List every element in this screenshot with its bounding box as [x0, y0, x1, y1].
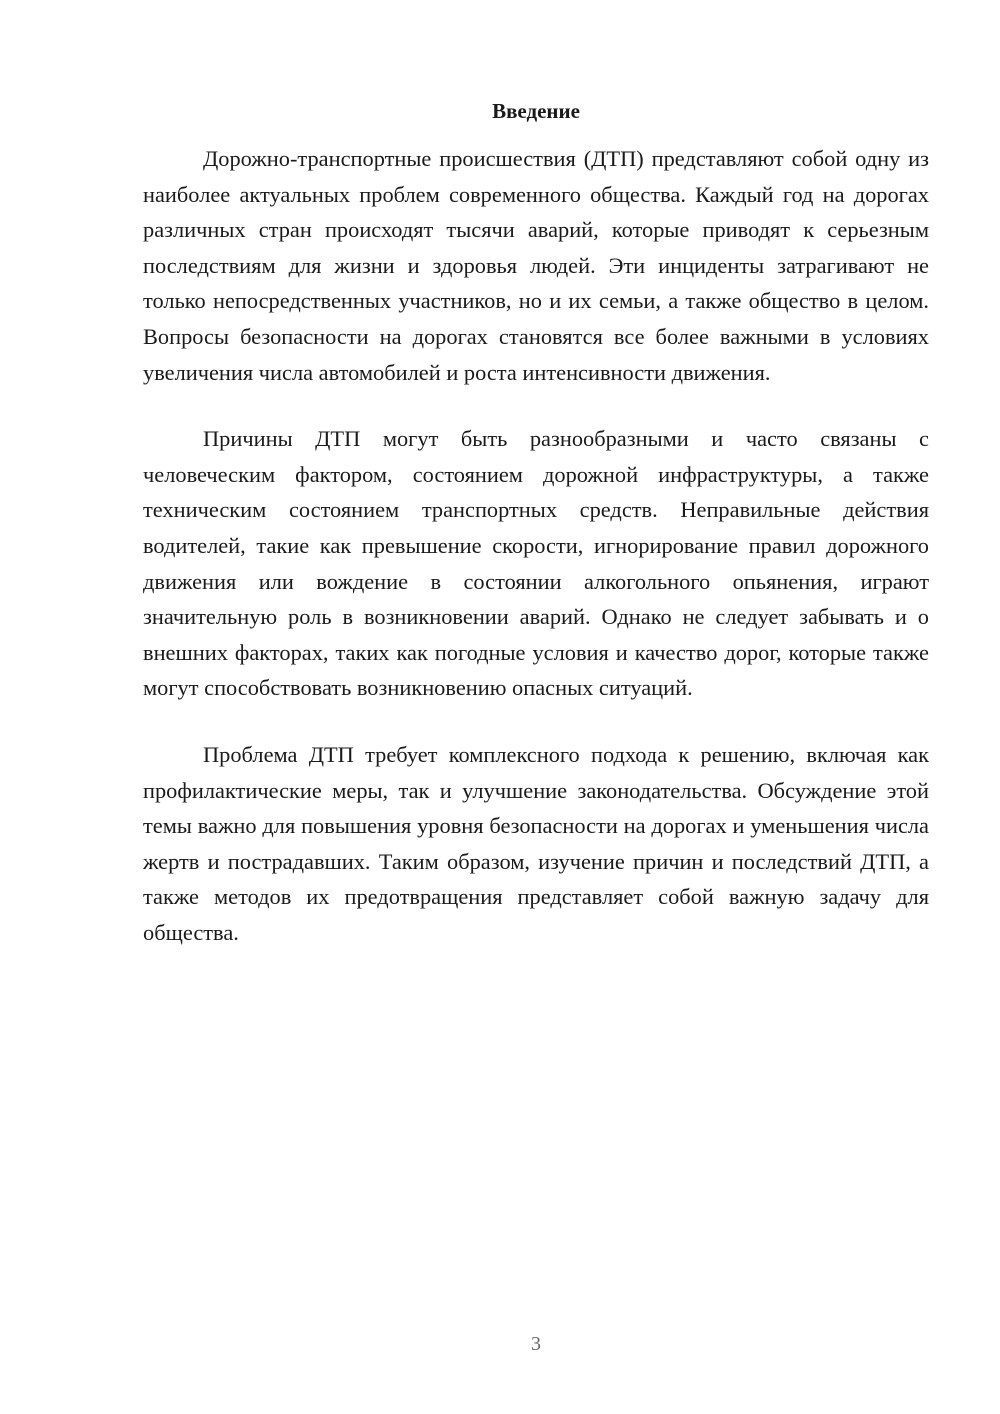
paragraph-1: Дорожно-транспортные происшествия (ДТП) представляют собой одну из наиболее актуальных проблем современного общества. Каждый год на дорогах различных стран происходят тысячи аварий, которые приводят к серьезным последствиям для жизни и здоровья людей. Эти инциденты затрагивают не только непосредственных участников, но и их семьи, а также общество в целом. Вопросы безопасности на дорогах становятся все более важными в условиях увеличения числа автомобилей и роста интенсивности движения. — [143, 146, 929, 385]
section-heading: Введение — [492, 99, 580, 123]
page-number: 3 — [531, 1333, 541, 1355]
body-text — [143, 141, 929, 981]
paragraph-3: Проблема ДТП требует комплексного подхода к решению, включая как профилактические меры, так и улучшение законодательства. Обсуждение этой темы важно для повышения уровня безопасности на дорогах и уменьшения числа жертв и пострадавших. Таким образом, изучение причин и последствий ДТП, а также методов их предотвращения представляет собой важную задачу для общества. — [143, 741, 929, 945]
paragraph-2: Причины ДТП могут быть разнообразными и часто связаны с человеческим фактором, состоянием дорожной инфраструктуры, а также техническим состоянием транспортных средств. Неправильные действия водителей, такие как превышение скорости, игнорирование правил дорожного движения или вождение в состоянии алкогольного опьянения, играют значительную роль в возникновении аварий. Однако не следует забывать и о внешних факторах, таких как погодные условия и качество дорог, которые также могут способствовать возникновению опасных ситуаций. — [143, 426, 929, 701]
